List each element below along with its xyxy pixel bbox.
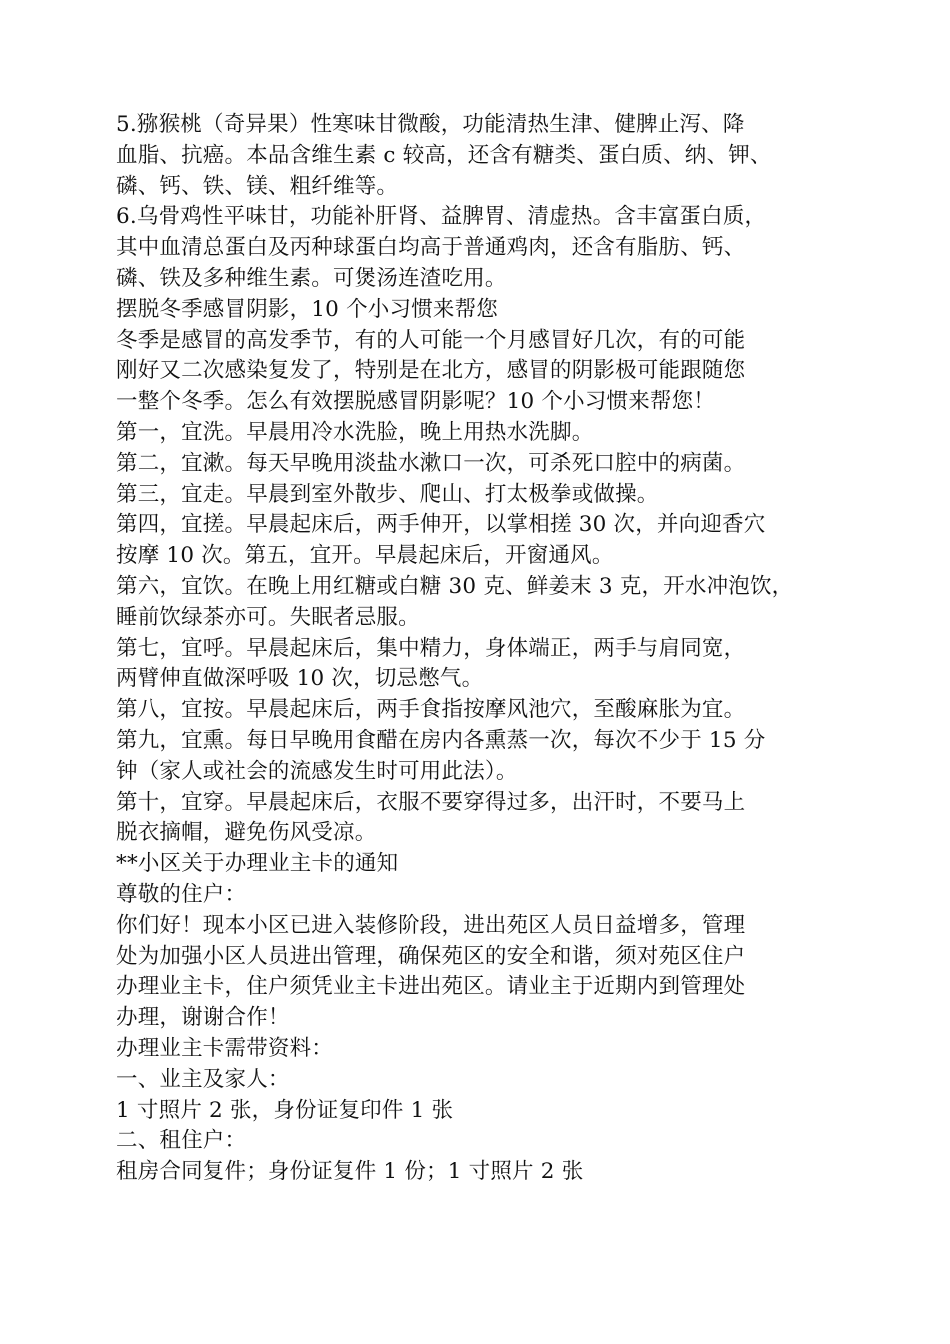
text-line: 你们好！现本小区已进入装修阶段，进出苑区人员日益增多，管理 [116,912,746,938]
section-heading-cold: 摆脱冬季感冒阴影，10 个小习惯来帮您 [116,296,498,322]
text-line: 租房合同复件；身份证复件 1 份；1 寸照片 2 张 [116,1159,584,1185]
text-line: 处为加强小区人员进出管理，确保苑区的安全和谐，须对苑区住户 [116,943,746,969]
text-line: 第六，宜饮。在晚上用红糖或白糖 30 克、鲜姜末 3 克，开水冲泡饮， [116,573,794,599]
text-line: 冬季是感冒的高发季节，有的人可能一个月感冒好几次，有的可能 [116,327,746,353]
text-line: 尊敬的住户： [116,881,247,907]
section-heading-notice: **小区关于办理业主卡的通知 [116,851,399,877]
text-line: 第九，宜熏。每日早晚用食醋在房内各熏蒸一次，每次不少于 15 分 [116,727,766,753]
text-line: 第七，宜呼。早晨起床后，集中精力，身体端正，两手与肩同宽， [116,635,746,661]
text-line: 6.乌骨鸡性平味甘，功能补肝肾、益脾胃、清虚热。含丰富蛋白质， [116,204,767,230]
text-line: 钟（家人或社会的流感发生时可用此法）。 [116,758,518,784]
text-line: 第四，宜搓。早晨起床后，两手伸开，以掌相搓 30 次，并向迎香穴 [116,512,766,538]
text-line: 二、租住户： [116,1128,247,1154]
text-line: 办理业主卡，住户须凭业主卡进出苑区。请业主于近期内到管理处 [116,974,746,1000]
document-body [116,110,856,1188]
text-line: 刚好又二次感染复发了，特别是在北方，感冒的阴影极可能跟随您 [116,358,746,384]
text-line: 两臂伸直做深呼吸 10 次，切忌憋气。 [116,666,484,692]
text-line: 一、业主及家人： [116,1066,290,1092]
text-line: 办理，谢谢合作！ [116,1005,290,1031]
text-line: 脱衣摘帽，避免伤风受凉。 [116,820,377,846]
text-line: 一整个冬季。怎么有效摆脱感冒阴影呢？10 个小习惯来帮您！ [116,389,715,415]
text-line: 按摩 10 次。第五，宜开。早晨起床后，开窗通风。 [116,543,614,569]
text-line: 5.猕猴桃（奇异果）性寒味甘微酸，功能清热生津、健脾止泻、降 [116,112,745,137]
text-line: 睡前饮绿茶亦可。失眠者忌服。 [116,604,420,630]
text-line: 办理业主卡需带资料： [116,1035,334,1061]
text-line: 磷、铁及多种维生素。可煲汤连渣吃用。 [116,265,507,291]
text-line: 1 寸照片 2 张，身份证复印件 1 张 [116,1097,454,1123]
text-line: 其中血清总蛋白及丙种球蛋白均高于普通鸡肉，还含有脂肪、钙、 [116,235,746,261]
text-line: 第三，宜走。早晨到室外散步、爬山、打太极拳或做操。 [116,481,659,507]
text-line: 第一，宜洗。早晨用冷水洗脸，晚上用热水洗脚。 [116,419,594,445]
text-line: 第二，宜漱。每天早晚用淡盐水漱口一次，可杀死口腔中的病菌。 [116,450,746,476]
text-line: 第八，宜按。早晨起床后，两手食指按摩风池穴，至酸麻胀为宜。 [116,697,746,723]
text-line: 血脂、抗癌。本品含维生素 c 较高，还含有糖类、蛋白质、纳、钾、 [116,142,772,168]
text-line: 磷、钙、铁、镁、粗纤维等。 [116,173,399,199]
text-line: 第十，宜穿。早晨起床后，衣服不要穿得过多，出汗时，不要马上 [116,789,746,815]
